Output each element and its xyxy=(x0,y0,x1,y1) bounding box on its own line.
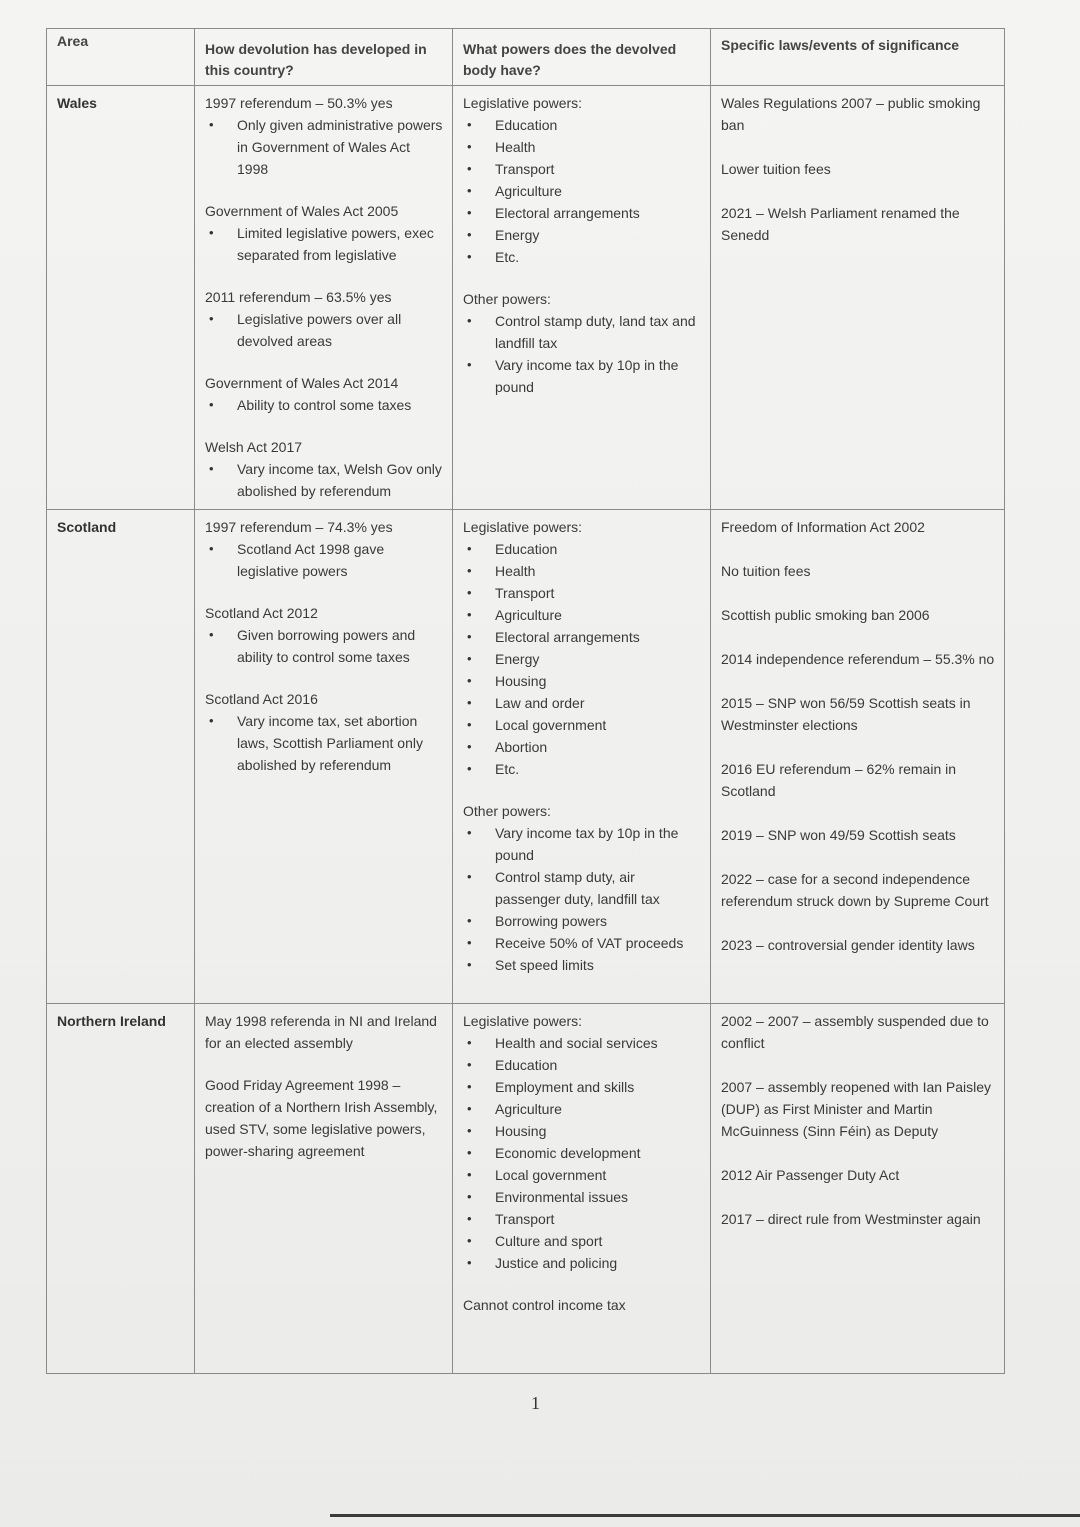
wales-development xyxy=(195,86,453,510)
bullet-list xyxy=(463,538,702,780)
block-heading: Scotland Act 2016 xyxy=(205,691,318,707)
block-heading: 1997 referendum – 50.3% yes xyxy=(205,95,393,111)
list-item: • Vary income tax by 10p in the pound xyxy=(495,822,702,866)
list-item: • Etc. xyxy=(495,758,702,780)
row-northern-ireland xyxy=(47,1004,1005,1374)
list-item: • Justice and policing xyxy=(495,1252,702,1274)
text-block xyxy=(205,1074,444,1162)
list-item: • Control stamp duty, air passenger duty, landfill tax xyxy=(495,866,702,910)
wales-laws xyxy=(711,86,1005,510)
event-entry: No tuition fees xyxy=(721,563,811,579)
list-item: • Law and order xyxy=(495,692,702,714)
block-heading: Good Friday Agreement 1998 – creation of a Northern Irish Assembly, used STV, some legislative powers, power-sharing agreement xyxy=(205,1077,438,1159)
list-item: • Control stamp duty, land tax and landfill tax xyxy=(495,310,702,354)
list-item: • Culture and sport xyxy=(495,1230,702,1252)
list-item: • Ability to control some taxes xyxy=(237,394,444,416)
event-entry: 2021 – Welsh Parliament renamed the Senedd xyxy=(721,205,960,243)
scotland-powers xyxy=(453,510,711,1004)
ni-powers xyxy=(453,1004,711,1374)
list-item: • Employment and skills xyxy=(495,1076,702,1098)
list-item: • Agriculture xyxy=(495,1098,702,1120)
event-entry: 2019 – SNP won 49/59 Scottish seats xyxy=(721,827,956,843)
list-item: • Transport xyxy=(495,582,702,604)
event-entry: Scottish public smoking ban 2006 xyxy=(721,607,930,623)
block-heading: Welsh Act 2017 xyxy=(205,439,303,455)
list-item: • Transport xyxy=(495,1208,702,1230)
bullet-list xyxy=(205,222,444,266)
event-entry: 2015 – SNP won 56/59 Scottish seats in Westminster elections xyxy=(721,695,971,733)
text-block xyxy=(463,800,702,976)
event-entry: 2023 – controversial gender identity laws xyxy=(721,937,975,953)
list-item: • Agriculture xyxy=(495,180,702,202)
list-item: • Limited legislative powers, exec separated from legislative xyxy=(237,222,444,266)
block-heading: 1997 referendum – 74.3% yes xyxy=(205,519,393,535)
list-item: • Set speed limits xyxy=(495,954,702,976)
text-block xyxy=(205,286,444,352)
bullet-list xyxy=(205,710,444,776)
list-item: • Only given administrative powers in Government of Wales Act 1998 xyxy=(237,114,444,180)
event-entry: Wales Regulations 2007 – public smoking ban xyxy=(721,95,981,133)
event-entry: 2012 Air Passenger Duty Act xyxy=(721,1167,900,1183)
block-heading: Scotland Act 2012 xyxy=(205,605,318,621)
bullet-list xyxy=(463,1032,702,1274)
text-block xyxy=(463,92,702,268)
text-block xyxy=(205,688,444,776)
list-item: • Local government xyxy=(495,714,702,736)
bullet-list xyxy=(205,394,444,416)
list-item: • Housing xyxy=(495,1120,702,1142)
text-block xyxy=(463,288,702,398)
list-item: • Borrowing powers xyxy=(495,910,702,932)
text-block xyxy=(463,1010,702,1274)
page-number: 1 xyxy=(531,1393,540,1413)
list-item: • Agriculture xyxy=(495,604,702,626)
list-item: • Housing xyxy=(495,670,702,692)
list-item: • Abortion xyxy=(495,736,702,758)
area-scotland: Scotland xyxy=(47,510,195,1004)
list-item: • Economic development xyxy=(495,1142,702,1164)
text-block xyxy=(205,602,444,668)
devolution-table xyxy=(46,28,1005,1374)
block-heading: Other powers: xyxy=(463,803,551,819)
list-item: • Vary income tax by 10p in the pound xyxy=(495,354,702,398)
event-entry: 2016 EU referendum – 62% remain in Scotland xyxy=(721,761,957,799)
event-entry: 2002 – 2007 – assembly suspended due to conflict xyxy=(721,1013,989,1051)
list-item: • Education xyxy=(495,1054,702,1076)
header-row xyxy=(47,29,1005,86)
text-block xyxy=(205,516,444,582)
event-entry: Freedom of Information Act 2002 xyxy=(721,519,925,535)
list-item: • Energy xyxy=(495,224,702,246)
block-heading: Legislative powers: xyxy=(463,519,583,535)
list-item: • Etc. xyxy=(495,246,702,268)
ni-development xyxy=(195,1004,453,1374)
row-wales xyxy=(47,86,1005,510)
bullet-list xyxy=(205,114,444,180)
block-heading: Legislative powers: xyxy=(463,95,583,111)
list-item: • Local government xyxy=(495,1164,702,1186)
ni-laws xyxy=(711,1004,1005,1374)
event-entry: 2022 – case for a second independence referendum struck down by Supreme Court xyxy=(721,871,989,909)
bullet-list xyxy=(463,114,702,268)
list-item: • Vary income tax, Welsh Gov only abolished by referendum xyxy=(237,458,444,502)
list-item: • Vary income tax, set abortion laws, Scottish Parliament only abolished by referendum xyxy=(237,710,444,776)
block-heading: Government of Wales Act 2005 xyxy=(205,203,399,219)
list-item: • Health and social services xyxy=(495,1032,702,1054)
block-heading: 2011 referendum – 63.5% yes xyxy=(205,289,392,305)
block-heading: May 1998 referenda in NI and Ireland for an elected assembly xyxy=(205,1013,437,1051)
scotland-laws xyxy=(711,510,1005,1004)
text-block xyxy=(205,1010,444,1054)
text-block xyxy=(205,436,444,502)
bullet-list xyxy=(205,624,444,668)
block-heading: Cannot control income tax xyxy=(463,1297,626,1313)
event-entry: 2007 – assembly reopened with Ian Paisley (DUP) as First Minister and Martin McGuinness (Sinn Féin) as Deputy xyxy=(721,1079,992,1139)
list-item: • Energy xyxy=(495,648,702,670)
header-development: How devolution has developed in this country? xyxy=(195,29,453,86)
scan-edge-line xyxy=(330,1514,1080,1517)
text-block xyxy=(205,200,444,266)
event-entry: 2017 – direct rule from Westminster again xyxy=(721,1211,981,1227)
header-powers: What powers does the devolved body have? xyxy=(453,29,711,86)
bullet-list xyxy=(205,308,444,352)
list-item: • Legislative powers over all devolved areas xyxy=(237,308,444,352)
list-item: • Electoral arrangements xyxy=(495,202,702,224)
list-item: • Transport xyxy=(495,158,702,180)
text-block xyxy=(205,372,444,416)
text-block xyxy=(463,1294,702,1316)
block-heading: Legislative powers: xyxy=(463,1013,583,1029)
block-heading: Other powers: xyxy=(463,291,551,307)
header-laws: Specific laws/events of significance xyxy=(711,29,1005,86)
list-item: • Given borrowing powers and ability to control some taxes xyxy=(237,624,444,668)
text-block xyxy=(205,92,444,180)
area-northern-ireland: Northern Ireland xyxy=(47,1004,195,1374)
text-block xyxy=(463,516,702,780)
bullet-list xyxy=(205,538,444,582)
row-scotland xyxy=(47,510,1005,1004)
list-item: • Receive 50% of VAT proceeds xyxy=(495,932,702,954)
event-entry: Lower tuition fees xyxy=(721,161,831,177)
list-item: • Education xyxy=(495,114,702,136)
list-item: • Electoral arrangements xyxy=(495,626,702,648)
bullet-list xyxy=(205,458,444,502)
list-item: • Health xyxy=(495,136,702,158)
list-item: • Scotland Act 1998 gave legislative powers xyxy=(237,538,444,582)
block-heading: Government of Wales Act 2014 xyxy=(205,375,399,391)
bullet-list xyxy=(463,310,702,398)
bullet-list xyxy=(463,822,702,976)
list-item: • Education xyxy=(495,538,702,560)
area-wales: Wales xyxy=(47,86,195,510)
list-item: • Health xyxy=(495,560,702,582)
list-item: • Environmental issues xyxy=(495,1186,702,1208)
header-area: Area xyxy=(47,29,195,86)
event-entry: 2014 independence referendum – 55.3% no xyxy=(721,651,995,667)
scotland-development xyxy=(195,510,453,1004)
wales-powers xyxy=(453,86,711,510)
